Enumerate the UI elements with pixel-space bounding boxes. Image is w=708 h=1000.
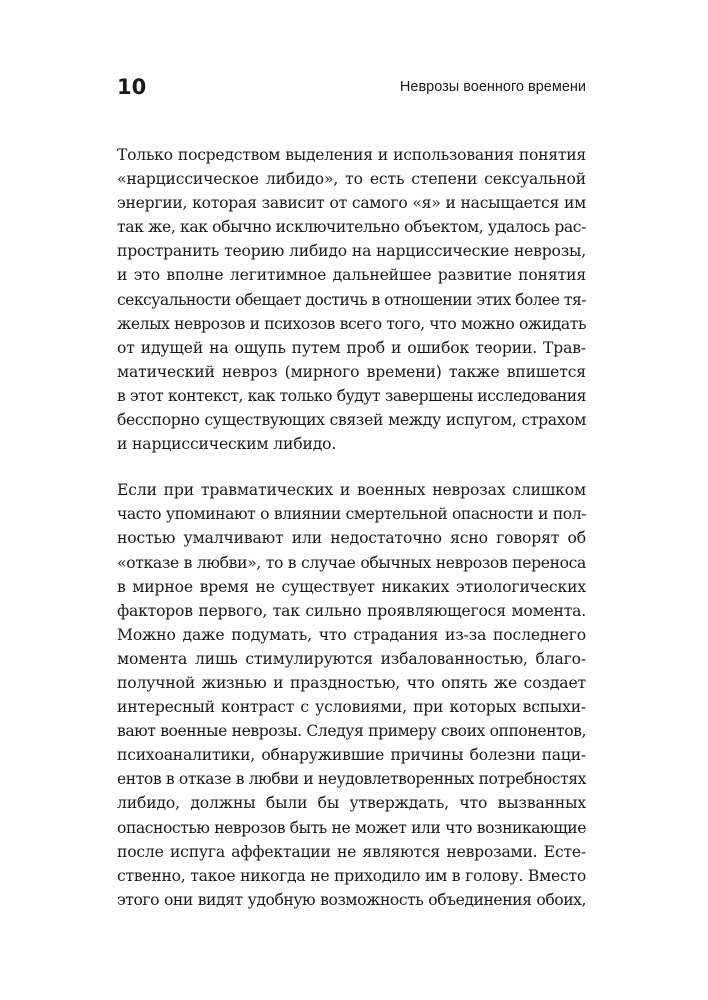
text-line: момента лишь стимулируются избалованностью, благо- <box>117 649 586 668</box>
body-text <box>117 143 586 912</box>
text-line: Можно даже подумать, что страдания из-за последнего <box>117 625 586 644</box>
text-line: ственно, такое никогда не приходило им в голову. Вместо <box>117 866 586 885</box>
text-line: часто упоминают о влиянии смертельной опасности и пол- <box>117 505 586 524</box>
text-line: так же, как обычно исключительно объектом, удалось рас- <box>117 218 586 237</box>
text-line: «отказе в любви», то в случае обычных неврозов переноса <box>117 553 586 572</box>
text-line: бесспорно существующих связей между испугом, страхом <box>117 411 586 430</box>
text-line: от идущей на ощупь путем проб и ошибок теории. Трав- <box>117 338 586 357</box>
text-line: после испуга аффектации не являются неврозами. Есте- <box>117 842 586 861</box>
paragraph-1 <box>117 143 586 456</box>
text-line: «нарциссическое либидо», то есть степени сексуальной <box>117 170 586 189</box>
text-line: ностью умалчивают или недостаточно ясно говорят об <box>117 529 586 548</box>
text-line: этого они видят удобную возможность объединения обоих, <box>117 890 586 909</box>
text-line: психоаналитики, обнаружившие причины болезни паци- <box>117 746 586 765</box>
page-number: 10 <box>117 75 147 99</box>
text-line: и это вполне легитимное дальнейшее развитие понятия <box>117 266 586 285</box>
text-line: факторов первого, так сильно проявляющегося момента. <box>117 601 586 620</box>
text-line: опасностью неврозов быть не может или что возникающие <box>117 818 586 837</box>
running-title: Неврозы военного времени <box>399 79 586 95</box>
text-line: и нарциссическим либидо. <box>117 435 337 454</box>
page-header <box>117 74 586 104</box>
text-line: в мирное время не существует никаких этиологических <box>117 577 586 596</box>
text-line: в этот контекст, как только будут завершены исследования <box>117 386 586 405</box>
text-line: интересный контраст с условиями, при которых вспыхи- <box>117 698 586 717</box>
text-line: либидо, должны были бы утверждать, что вызванных <box>117 794 586 813</box>
text-line: желых неврозов и психозов всего того, что можно ожидать <box>117 314 586 333</box>
text-line: пространить теорию либидо на нарциссические неврозы, <box>117 242 586 261</box>
text-line: сексуальности обещает достичь в отношении этих более тя- <box>117 290 586 309</box>
text-line: энергии, которая зависит от самого «я» и насыщается им <box>117 194 586 213</box>
text-line: получной жизнью и праздностью, что опять же создает <box>117 673 586 692</box>
text-line: Если при травматических и военных неврозах слишком <box>117 481 586 500</box>
text-line: ентов в отказе в любви и неудовлетворенных потребностях <box>117 770 586 789</box>
text-line: матический невроз (мирного времени) также впишется <box>117 362 586 381</box>
paragraph-2 <box>117 478 586 912</box>
text-line: Только посредством выделения и использования понятия <box>117 146 586 164</box>
text-line: вают военные неврозы. Следуя примеру своих оппонентов, <box>117 722 586 741</box>
